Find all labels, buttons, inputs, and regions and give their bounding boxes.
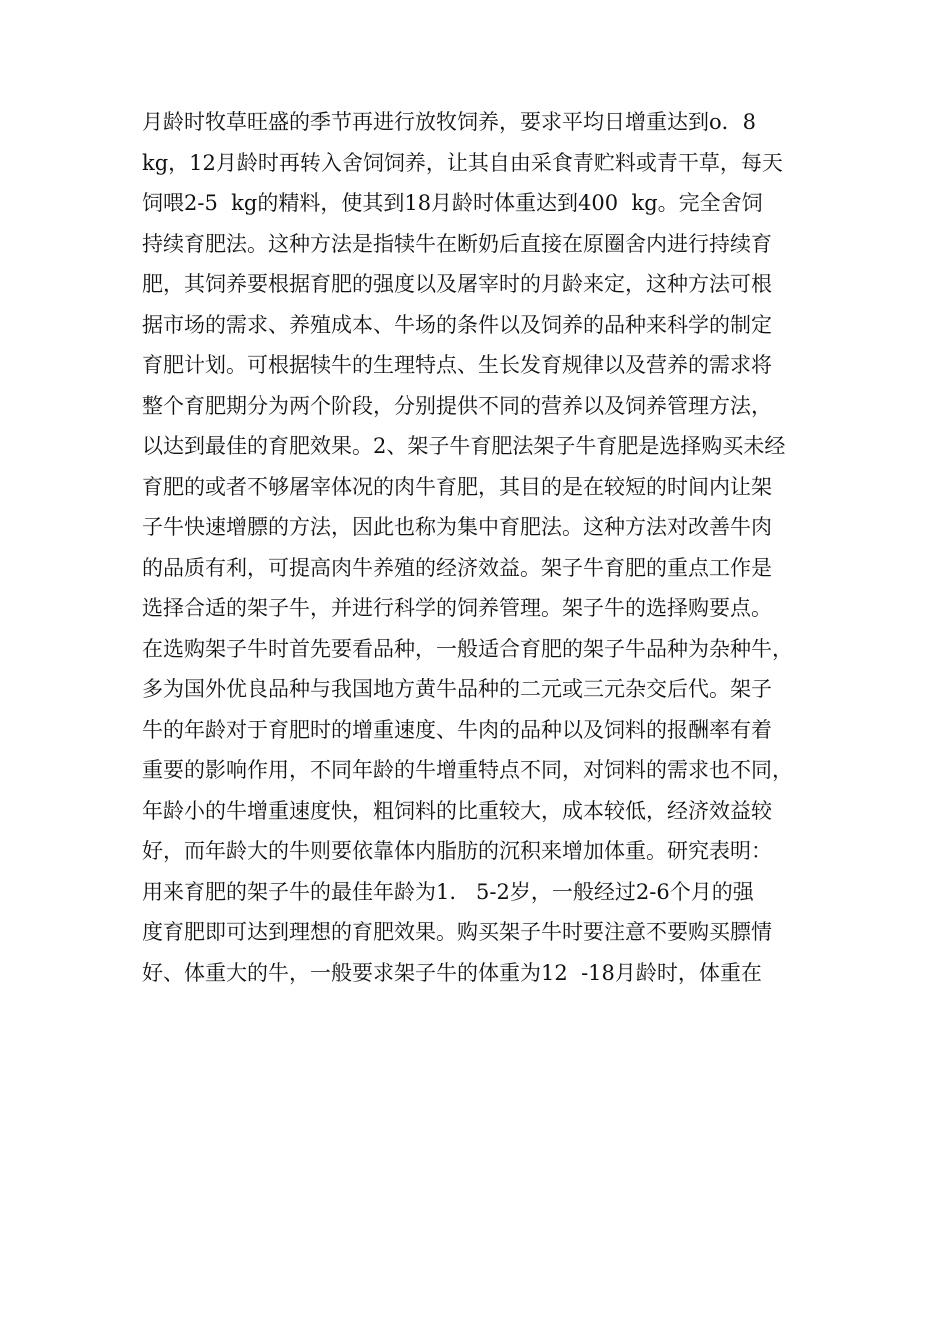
text-line: 育肥计划。可根据犊牛的生理特点、生长发育规律以及营养的需求将 [142,353,772,377]
text-line: 子牛快速增膘的方法，因此也称为集中育肥法。这种方法对改善牛肉 [142,515,772,539]
text-line: 在选购架子牛时首先要看品种，一般适合育肥的架子牛品种为杂种牛， [142,636,793,661]
text-line: 的品质有利，可提高肉牛养殖的经济效益。架子牛育肥的重点工作是 [142,555,772,580]
text-line: 好、体重大的牛，一般要求架子牛的体重为12 -18月龄时，体重在 [142,960,762,985]
body-text [142,102,822,993]
text-line: 选择合适的架子牛，并进行科学的饲养管理。架子牛的选择购要点。 [142,596,772,620]
text-line: 饲喂2-5 kg的精料，使其到18月龄时体重达到400 kg。完全舍饲 [142,191,763,215]
text-line: 持续育肥法。这种方法是指犊牛在断奶后直接在原圈舍内进行持续育 [142,231,772,256]
text-line: 好，而年龄大的牛则要依靠体内脂肪的沉积来增加体重。研究表明： [142,839,772,863]
text-line: 整个育肥期分为两个阶段，分别提供不同的营养以及饲养管理方法， [142,393,772,418]
text-line: kg，12月龄时再转入舍饲饲养，让其自由采食青贮料或青干草，每天 [142,150,783,175]
text-line: 重要的影响作用，不同年龄的牛增重特点不同，对饲料的需求也不同， [142,758,793,782]
text-line: 育肥的或者不够屠宰体况的肉牛育肥，其目的是在较短的时间内让架 [142,474,772,499]
text-line: 肥，其饲养要根据育肥的强度以及屠宰时的月龄来定，这种方法可根 [142,272,772,296]
text-line: 牛的年龄对于育肥时的增重速度、牛肉的品种以及饲料的报酬率有着 [142,717,772,742]
text-line: 据市场的需求、养殖成本、牛场的条件以及饲养的品种来科学的制定 [142,312,772,337]
text-line: 多为国外优良品种与我国地方黄牛品种的二元或三元杂交后代。架子 [142,677,772,701]
text-line: 以达到最佳的育肥效果。2、架子牛育肥法架子牛育肥是选择购买未经 [142,434,786,458]
text-line: 用来育肥的架子牛的最佳年龄为1. 5-2岁，一般经过2-6个月的强 [142,879,754,904]
text-line: 度育肥即可达到理想的育肥效果。购买架子牛时要注意不要购买膘情 [142,920,772,944]
text-line: 年龄小的牛增重速度快，粗饲料的比重较大，成本较低，经济效益较 [142,798,772,823]
text-line: 月龄时牧草旺盛的季节再进行放牧饲养，要求平均日增重达到o．8 [142,110,757,134]
